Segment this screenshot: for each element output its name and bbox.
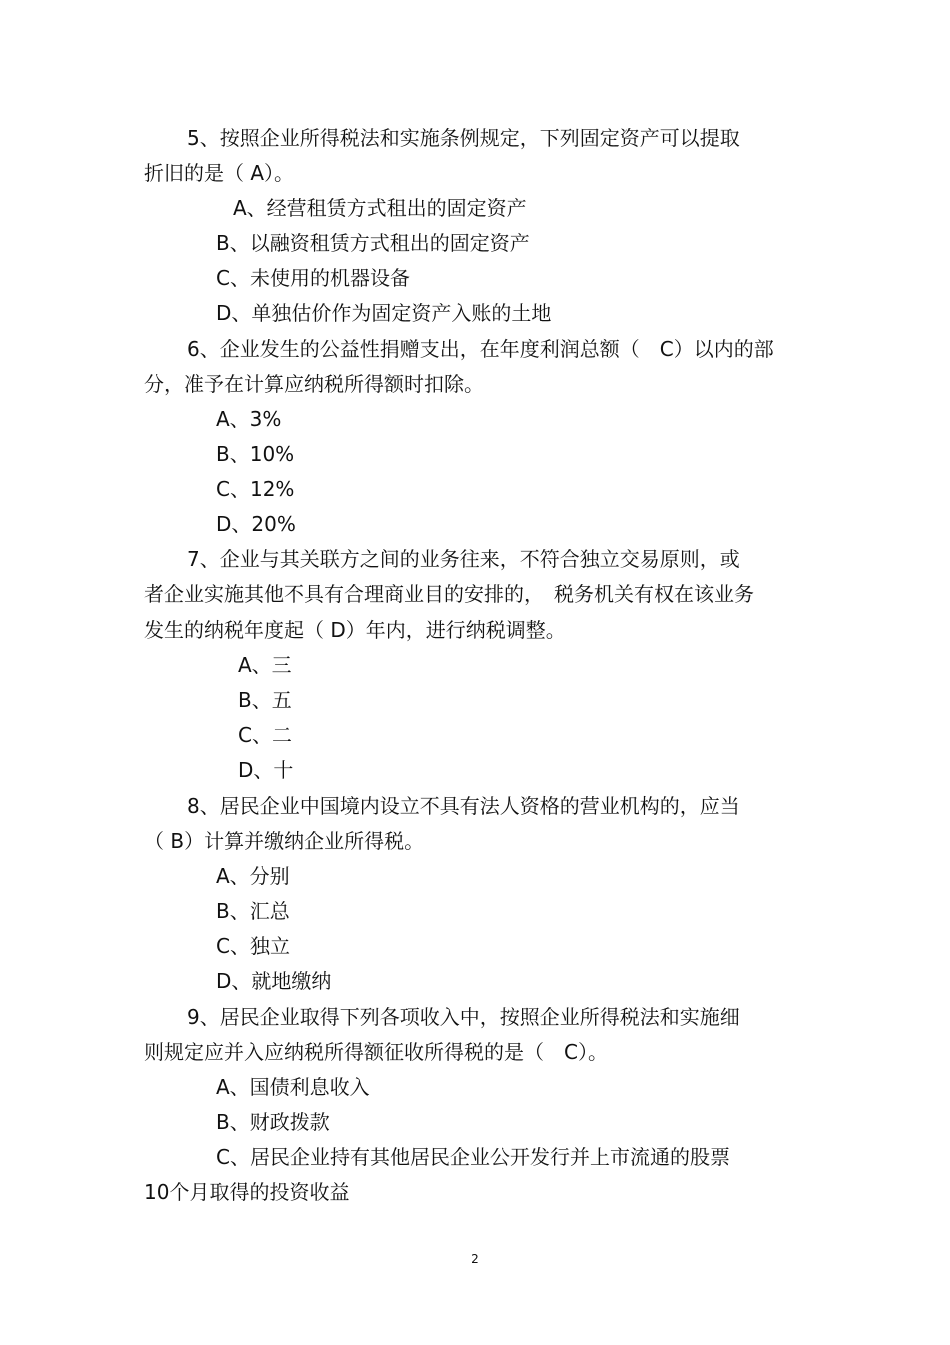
q9-line-1: 9、居民企业取得下列各项收入中，按照企业所得税法和实施细 bbox=[187, 1005, 740, 1029]
q7-line-2: 者企业实施其他不具有合理商业目的安排的， 税务机关有权在该业务 bbox=[144, 582, 754, 606]
q9-line-2: 则规定应并入应纳税所得额征收所得税的是（ C）。 bbox=[144, 1040, 608, 1064]
page-number: 2 bbox=[471, 1252, 479, 1266]
q5-option-b: B、以融资租赁方式租出的固定资产 bbox=[216, 231, 530, 255]
q8-line-1: 8、居民企业中国境内设立不具有法人资格的营业机构的，应当 bbox=[187, 794, 740, 818]
q5-line-1: 5、按照企业所得税法和实施条例规定，下列固定资产可以提取 bbox=[187, 126, 740, 150]
q7-option-a: A、三 bbox=[238, 653, 292, 677]
q6-option-d: D、20% bbox=[216, 512, 296, 536]
q9-option-c-line-2: 10个月取得的投资收益 bbox=[144, 1180, 350, 1204]
q6-option-b: B、10% bbox=[216, 442, 295, 466]
q7-option-b: B、五 bbox=[238, 688, 292, 712]
q8-option-d: D、就地缴纳 bbox=[216, 969, 332, 993]
q5-option-a: A、经营租赁方式租出的固定资产 bbox=[233, 196, 527, 220]
q7-option-c: C、二 bbox=[238, 723, 292, 747]
q8-option-a: A、分别 bbox=[216, 864, 290, 888]
q5-option-d: D、单独估价作为固定资产入账的土地 bbox=[216, 301, 552, 325]
q7-line-1: 7、企业与其关联方之间的业务往来，不符合独立交易原则，或 bbox=[187, 547, 740, 571]
q5-option-c: C、未使用的机器设备 bbox=[216, 266, 410, 290]
q5-line-2: 折旧的是（ A）。 bbox=[144, 161, 295, 185]
q7-line-3: 发生的纳税年度起（ D）年内，进行纳税调整。 bbox=[144, 618, 566, 642]
q8-option-c: C、独立 bbox=[216, 934, 290, 958]
q6-line-2: 分，准予在计算应纳税所得额时扣除。 bbox=[144, 372, 484, 396]
q6-line-1: 6、企业发生的公益性捐赠支出，在年度利润总额（ C）以内的部 bbox=[187, 337, 774, 361]
q9-option-a: A、国债利息收入 bbox=[216, 1075, 370, 1099]
q6-option-a: A、3% bbox=[216, 407, 282, 431]
q9-option-b: B、财政拨款 bbox=[216, 1110, 330, 1134]
q6-option-c: C、12% bbox=[216, 477, 295, 501]
q8-option-b: B、汇总 bbox=[216, 899, 290, 923]
q7-option-d: D、十 bbox=[238, 758, 294, 782]
q8-line-2: （ B）计算并缴纳企业所得税。 bbox=[144, 829, 425, 853]
q9-option-c-line-1: C、居民企业持有其他居民企业公开发行并上市流通的股票 bbox=[216, 1145, 730, 1169]
